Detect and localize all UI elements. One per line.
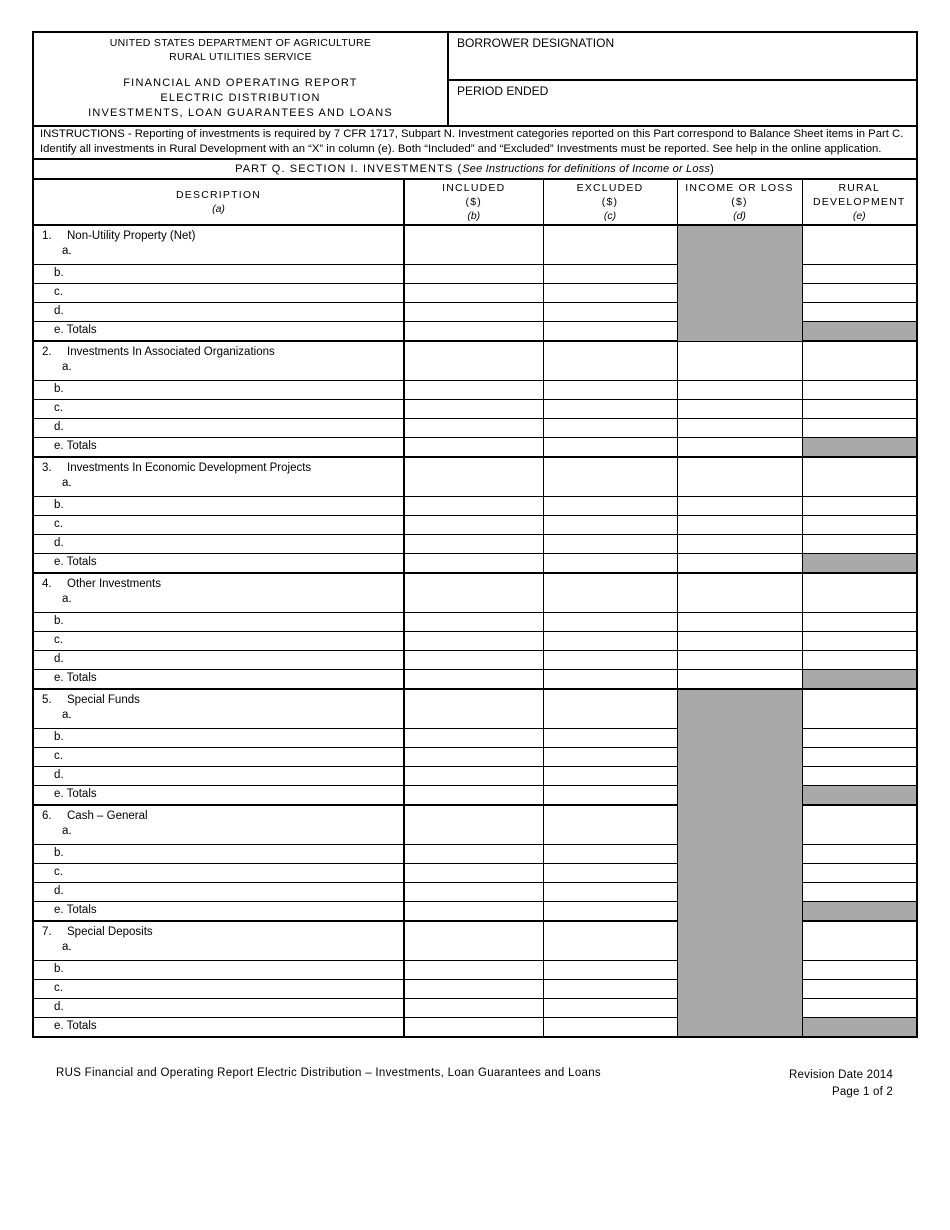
included-cell[interactable] bbox=[404, 961, 543, 980]
income-loss-cell bbox=[677, 921, 802, 961]
description-cell: e. Totals bbox=[33, 322, 404, 342]
rural-development-cell[interactable] bbox=[802, 457, 917, 497]
rural-development-cell[interactable] bbox=[802, 921, 917, 961]
income-loss-cell bbox=[677, 322, 802, 342]
included-cell[interactable] bbox=[404, 457, 543, 497]
table-row bbox=[33, 419, 917, 438]
description-cell bbox=[33, 921, 404, 961]
rural-development-cell bbox=[802, 322, 917, 342]
column-label: RURAL DEVELOPMENT bbox=[812, 182, 906, 208]
footer-revision-block bbox=[789, 1067, 893, 1101]
report-header bbox=[32, 31, 918, 127]
rural-development-cell[interactable] bbox=[802, 845, 917, 864]
income-loss-cell[interactable] bbox=[677, 516, 802, 535]
category-name: Special Funds bbox=[67, 694, 140, 706]
row-letter: a. bbox=[62, 245, 72, 257]
category-number: 4. bbox=[42, 578, 52, 590]
table-row bbox=[33, 748, 917, 767]
table-row bbox=[33, 341, 917, 381]
table-row bbox=[33, 980, 917, 999]
excluded-cell[interactable] bbox=[543, 980, 677, 999]
category-number: 3. bbox=[42, 462, 52, 474]
table-row bbox=[33, 883, 917, 902]
income-loss-cell[interactable] bbox=[677, 670, 802, 690]
included-cell[interactable] bbox=[404, 497, 543, 516]
excluded-cell[interactable] bbox=[543, 322, 677, 342]
included-cell[interactable] bbox=[404, 670, 543, 690]
column-label: EXCLUDED bbox=[576, 182, 644, 194]
included-cell[interactable] bbox=[404, 265, 543, 284]
description-cell: d. bbox=[33, 419, 404, 438]
excluded-cell[interactable] bbox=[543, 999, 677, 1018]
excluded-cell[interactable] bbox=[543, 516, 677, 535]
rural-development-cell[interactable] bbox=[802, 497, 917, 516]
category-name: Investments In Economic Development Projects bbox=[67, 462, 312, 474]
included-cell[interactable] bbox=[404, 980, 543, 999]
included-cell[interactable] bbox=[404, 1018, 543, 1038]
income-loss-cell bbox=[677, 689, 802, 729]
included-cell[interactable] bbox=[404, 729, 543, 748]
category-name: Cash – General bbox=[67, 810, 148, 822]
included-cell[interactable] bbox=[404, 516, 543, 535]
income-loss-cell[interactable] bbox=[677, 535, 802, 554]
rural-development-cell[interactable] bbox=[802, 535, 917, 554]
income-loss-cell bbox=[677, 902, 802, 922]
column-unit: ($) bbox=[731, 196, 748, 208]
income-loss-cell bbox=[677, 284, 802, 303]
rural-development-cell[interactable] bbox=[802, 729, 917, 748]
category-name: Special Deposits bbox=[67, 926, 153, 938]
income-loss-cell bbox=[677, 883, 802, 902]
category-number: 1. bbox=[42, 230, 52, 242]
column-code: (d) bbox=[733, 210, 746, 222]
income-loss-cell bbox=[677, 786, 802, 806]
column-label: DESCRIPTION bbox=[176, 189, 261, 201]
footer-page-number: Page 1 of 2 bbox=[831, 1086, 893, 1098]
excluded-cell[interactable] bbox=[543, 381, 677, 400]
included-cell[interactable] bbox=[404, 225, 543, 265]
excluded-cell[interactable] bbox=[543, 265, 677, 284]
excluded-cell[interactable] bbox=[543, 729, 677, 748]
description-cell: b. bbox=[33, 961, 404, 980]
description-cell: e. Totals bbox=[33, 438, 404, 458]
table-row-totals bbox=[33, 322, 917, 342]
table-row bbox=[33, 284, 917, 303]
rural-development-cell[interactable] bbox=[802, 864, 917, 883]
description-cell: c. bbox=[33, 516, 404, 535]
table-row bbox=[33, 457, 917, 497]
table-row bbox=[33, 729, 917, 748]
description-cell: b. bbox=[33, 265, 404, 284]
table-row bbox=[33, 381, 917, 400]
included-cell[interactable] bbox=[404, 400, 543, 419]
description-cell bbox=[33, 805, 404, 845]
table-row bbox=[33, 497, 917, 516]
included-cell[interactable] bbox=[404, 767, 543, 786]
excluded-cell[interactable] bbox=[543, 845, 677, 864]
included-cell[interactable] bbox=[404, 805, 543, 845]
income-loss-cell bbox=[677, 1018, 802, 1038]
rural-development-cell[interactable] bbox=[802, 651, 917, 670]
income-loss-cell[interactable] bbox=[677, 341, 802, 381]
section-title-main: PART Q. SECTION I. INVESTMENTS ( bbox=[235, 163, 463, 175]
rural-development-cell bbox=[802, 786, 917, 806]
rural-development-cell[interactable] bbox=[802, 400, 917, 419]
excluded-cell[interactable] bbox=[543, 497, 677, 516]
included-cell[interactable] bbox=[404, 303, 543, 322]
description-cell: c. bbox=[33, 864, 404, 883]
table-row-totals bbox=[33, 554, 917, 574]
description-cell: d. bbox=[33, 535, 404, 554]
table-row-totals bbox=[33, 438, 917, 458]
column-header-row bbox=[33, 179, 917, 225]
report-title-line-2: ELECTRIC DISTRIBUTION bbox=[160, 92, 321, 104]
included-cell[interactable] bbox=[404, 786, 543, 806]
description-cell: b. bbox=[33, 381, 404, 400]
rural-development-cell[interactable] bbox=[802, 748, 917, 767]
income-loss-cell bbox=[677, 980, 802, 999]
table-row bbox=[33, 921, 917, 961]
rural-development-cell[interactable] bbox=[802, 284, 917, 303]
table-row bbox=[33, 845, 917, 864]
section-title-end: ) bbox=[710, 163, 715, 175]
row-letter: a. bbox=[62, 477, 72, 489]
table-row bbox=[33, 961, 917, 980]
income-loss-cell bbox=[677, 225, 802, 265]
row-letter: a. bbox=[62, 593, 72, 605]
category-number: 2. bbox=[42, 346, 52, 358]
rural-development-cell[interactable] bbox=[802, 516, 917, 535]
excluded-cell[interactable] bbox=[543, 341, 677, 381]
income-loss-cell bbox=[677, 999, 802, 1018]
income-loss-cell[interactable] bbox=[677, 457, 802, 497]
rural-development-cell[interactable] bbox=[802, 381, 917, 400]
included-cell[interactable] bbox=[404, 921, 543, 961]
description-cell bbox=[33, 457, 404, 497]
instructions-text: INSTRUCTIONS - Reporting of investments is required by 7 CFR 1717, Subpart N. Investment categories reported on this Part correspond to Balance Sheet items in Part C. Identify all investments in Rural Development with an “X” in column (e). Both “Included” and “Excluded” Investments must be reported. See help in the online application. bbox=[32, 125, 918, 160]
excluded-cell[interactable] bbox=[543, 786, 677, 806]
description-cell: d. bbox=[33, 767, 404, 786]
excluded-cell[interactable] bbox=[543, 921, 677, 961]
excluded-cell[interactable] bbox=[543, 303, 677, 322]
table-body bbox=[33, 225, 917, 1037]
category-name: Non-Utility Property (Net) bbox=[67, 230, 196, 242]
description-cell: e. Totals bbox=[33, 670, 404, 690]
included-cell[interactable] bbox=[404, 845, 543, 864]
excluded-cell[interactable] bbox=[543, 767, 677, 786]
included-cell[interactable] bbox=[404, 438, 543, 458]
rural-development-cell[interactable] bbox=[802, 883, 917, 902]
table-row bbox=[33, 651, 917, 670]
section-title bbox=[32, 158, 918, 180]
category-number: 6. bbox=[42, 810, 52, 822]
category-name: Investments In Associated Organizations bbox=[67, 346, 275, 358]
income-loss-cell[interactable] bbox=[677, 613, 802, 632]
excluded-cell[interactable] bbox=[543, 748, 677, 767]
table-row bbox=[33, 225, 917, 265]
section-title-note: See Instructions for definitions of Income or Loss bbox=[462, 163, 711, 175]
description-cell: c. bbox=[33, 400, 404, 419]
description-cell: c. bbox=[33, 632, 404, 651]
description-cell: b. bbox=[33, 497, 404, 516]
table-row bbox=[33, 400, 917, 419]
excluded-cell[interactable] bbox=[543, 689, 677, 729]
rural-development-cell[interactable] bbox=[802, 805, 917, 845]
excluded-cell[interactable] bbox=[543, 438, 677, 458]
income-loss-cell bbox=[677, 805, 802, 845]
table-row-totals bbox=[33, 670, 917, 690]
table-row bbox=[33, 535, 917, 554]
agency-title-block bbox=[34, 33, 449, 125]
included-cell[interactable] bbox=[404, 689, 543, 729]
income-loss-cell bbox=[677, 265, 802, 284]
row-letter: a. bbox=[62, 825, 72, 837]
column-label: INCLUDED bbox=[442, 182, 506, 194]
included-cell[interactable] bbox=[404, 883, 543, 902]
table-row bbox=[33, 303, 917, 322]
included-cell[interactable] bbox=[404, 419, 543, 438]
row-letter: a. bbox=[62, 941, 72, 953]
column-header-rural bbox=[802, 179, 917, 225]
included-cell[interactable] bbox=[404, 535, 543, 554]
description-cell: c. bbox=[33, 748, 404, 767]
income-loss-cell bbox=[677, 303, 802, 322]
description-cell bbox=[33, 573, 404, 613]
income-loss-cell bbox=[677, 845, 802, 864]
column-unit: ($) bbox=[465, 196, 482, 208]
excluded-cell[interactable] bbox=[543, 883, 677, 902]
agency-line-1: UNITED STATES DEPARTMENT OF AGRICULTURE bbox=[109, 37, 372, 49]
income-loss-cell bbox=[677, 729, 802, 748]
rural-development-cell[interactable] bbox=[802, 632, 917, 651]
description-cell: e. Totals bbox=[33, 902, 404, 922]
included-cell[interactable] bbox=[404, 613, 543, 632]
description-cell bbox=[33, 341, 404, 381]
included-cell[interactable] bbox=[404, 554, 543, 574]
included-cell[interactable] bbox=[404, 651, 543, 670]
income-loss-cell[interactable] bbox=[677, 381, 802, 400]
rural-development-cell[interactable] bbox=[802, 961, 917, 980]
borrower-designation-field[interactable] bbox=[449, 33, 916, 81]
income-loss-cell[interactable] bbox=[677, 497, 802, 516]
table-row bbox=[33, 265, 917, 284]
rural-development-cell[interactable] bbox=[802, 980, 917, 999]
rural-development-cell[interactable] bbox=[802, 767, 917, 786]
agency-line-2: RURAL UTILITIES SERVICE bbox=[169, 51, 312, 63]
rural-development-cell[interactable] bbox=[802, 341, 917, 381]
excluded-cell[interactable] bbox=[543, 670, 677, 690]
income-loss-cell[interactable] bbox=[677, 573, 802, 613]
excluded-cell[interactable] bbox=[543, 554, 677, 574]
category-number: 7. bbox=[42, 926, 52, 938]
included-cell[interactable] bbox=[404, 748, 543, 767]
table-row bbox=[33, 999, 917, 1018]
description-cell: e. Totals bbox=[33, 786, 404, 806]
income-loss-cell[interactable] bbox=[677, 438, 802, 458]
column-code: (b) bbox=[467, 210, 481, 222]
table-row bbox=[33, 767, 917, 786]
column-header-excluded bbox=[543, 179, 677, 225]
rural-development-cell[interactable] bbox=[802, 303, 917, 322]
report-title-line-1: FINANCIAL AND OPERATING REPORT bbox=[123, 77, 358, 89]
column-header-desc bbox=[33, 179, 404, 225]
rural-development-cell[interactable] bbox=[802, 689, 917, 729]
included-cell[interactable] bbox=[404, 632, 543, 651]
excluded-cell[interactable] bbox=[543, 864, 677, 883]
income-loss-cell[interactable] bbox=[677, 651, 802, 670]
rural-development-cell[interactable] bbox=[802, 265, 917, 284]
table-row-totals bbox=[33, 786, 917, 806]
description-cell: c. bbox=[33, 284, 404, 303]
column-label: INCOME OR LOSS bbox=[685, 182, 794, 194]
investments-table bbox=[32, 178, 918, 1038]
description-cell: b. bbox=[33, 613, 404, 632]
description-cell: d. bbox=[33, 999, 404, 1018]
rural-development-cell[interactable] bbox=[802, 419, 917, 438]
description-cell: e. Totals bbox=[33, 1018, 404, 1038]
excluded-cell[interactable] bbox=[543, 1018, 677, 1038]
table-row-totals bbox=[33, 1018, 917, 1038]
description-cell bbox=[33, 225, 404, 265]
excluded-cell[interactable] bbox=[543, 535, 677, 554]
description-cell bbox=[33, 689, 404, 729]
table-row-totals bbox=[33, 902, 917, 922]
excluded-cell[interactable] bbox=[543, 284, 677, 303]
income-loss-cell[interactable] bbox=[677, 400, 802, 419]
included-cell[interactable] bbox=[404, 902, 543, 922]
included-cell[interactable] bbox=[404, 322, 543, 342]
report-title-line-3: INVESTMENTS, LOAN GUARANTEES AND LOANS bbox=[88, 107, 393, 119]
excluded-cell[interactable] bbox=[543, 902, 677, 922]
column-code: (a) bbox=[212, 203, 225, 215]
excluded-cell[interactable] bbox=[543, 613, 677, 632]
rural-development-cell bbox=[802, 902, 917, 922]
excluded-cell[interactable] bbox=[543, 457, 677, 497]
excluded-cell[interactable] bbox=[543, 632, 677, 651]
income-loss-cell bbox=[677, 767, 802, 786]
period-ended-label: PERIOD ENDED bbox=[457, 84, 549, 98]
included-cell[interactable] bbox=[404, 284, 543, 303]
description-cell: e. Totals bbox=[33, 554, 404, 574]
income-loss-cell[interactable] bbox=[677, 632, 802, 651]
description-cell: d. bbox=[33, 883, 404, 902]
table-row bbox=[33, 805, 917, 845]
income-loss-cell[interactable] bbox=[677, 554, 802, 574]
rural-development-cell bbox=[802, 554, 917, 574]
excluded-cell[interactable] bbox=[543, 805, 677, 845]
rural-development-cell bbox=[802, 670, 917, 690]
column-code: (c) bbox=[603, 210, 617, 222]
description-cell: d. bbox=[33, 651, 404, 670]
income-loss-cell bbox=[677, 864, 802, 883]
table-row bbox=[33, 632, 917, 651]
excluded-cell[interactable] bbox=[543, 961, 677, 980]
row-letter: a. bbox=[62, 709, 72, 721]
borrower-designation-label: BORROWER DESIGNATION bbox=[457, 36, 615, 50]
included-cell[interactable] bbox=[404, 999, 543, 1018]
description-cell: d. bbox=[33, 303, 404, 322]
included-cell[interactable] bbox=[404, 341, 543, 381]
rural-development-cell bbox=[802, 438, 917, 458]
description-cell: b. bbox=[33, 729, 404, 748]
included-cell[interactable] bbox=[404, 864, 543, 883]
excluded-cell[interactable] bbox=[543, 573, 677, 613]
rural-development-cell[interactable] bbox=[802, 573, 917, 613]
rural-development-cell[interactable] bbox=[802, 613, 917, 632]
excluded-cell[interactable] bbox=[543, 651, 677, 670]
income-loss-cell bbox=[677, 748, 802, 767]
table-row bbox=[33, 516, 917, 535]
description-cell: c. bbox=[33, 980, 404, 999]
rural-development-cell[interactable] bbox=[802, 225, 917, 265]
footer-form-title: RUS Financial and Operating Report Electric Distribution – Investments, Loan Guarantees and Loans bbox=[56, 1067, 601, 1079]
included-cell[interactable] bbox=[404, 573, 543, 613]
included-cell[interactable] bbox=[404, 381, 543, 400]
column-unit: ($) bbox=[601, 196, 619, 208]
period-ended-field[interactable] bbox=[449, 81, 916, 125]
row-letter: a. bbox=[62, 361, 72, 373]
rural-development-cell[interactable] bbox=[802, 999, 917, 1018]
table-row bbox=[33, 864, 917, 883]
income-loss-cell[interactable] bbox=[677, 419, 802, 438]
excluded-cell[interactable] bbox=[543, 419, 677, 438]
column-header-income bbox=[677, 179, 802, 225]
table-row bbox=[33, 689, 917, 729]
footer-revision-date: Revision Date 2014 bbox=[789, 1069, 893, 1081]
table-row bbox=[33, 573, 917, 613]
description-cell: b. bbox=[33, 845, 404, 864]
income-loss-cell bbox=[677, 961, 802, 980]
excluded-cell[interactable] bbox=[543, 400, 677, 419]
column-code: (e) bbox=[852, 210, 866, 222]
category-number: 5. bbox=[42, 694, 52, 706]
excluded-cell[interactable] bbox=[543, 225, 677, 265]
category-name: Other Investments bbox=[67, 578, 161, 590]
column-header-included bbox=[404, 179, 543, 225]
table-row bbox=[33, 613, 917, 632]
rural-development-cell bbox=[802, 1018, 917, 1038]
